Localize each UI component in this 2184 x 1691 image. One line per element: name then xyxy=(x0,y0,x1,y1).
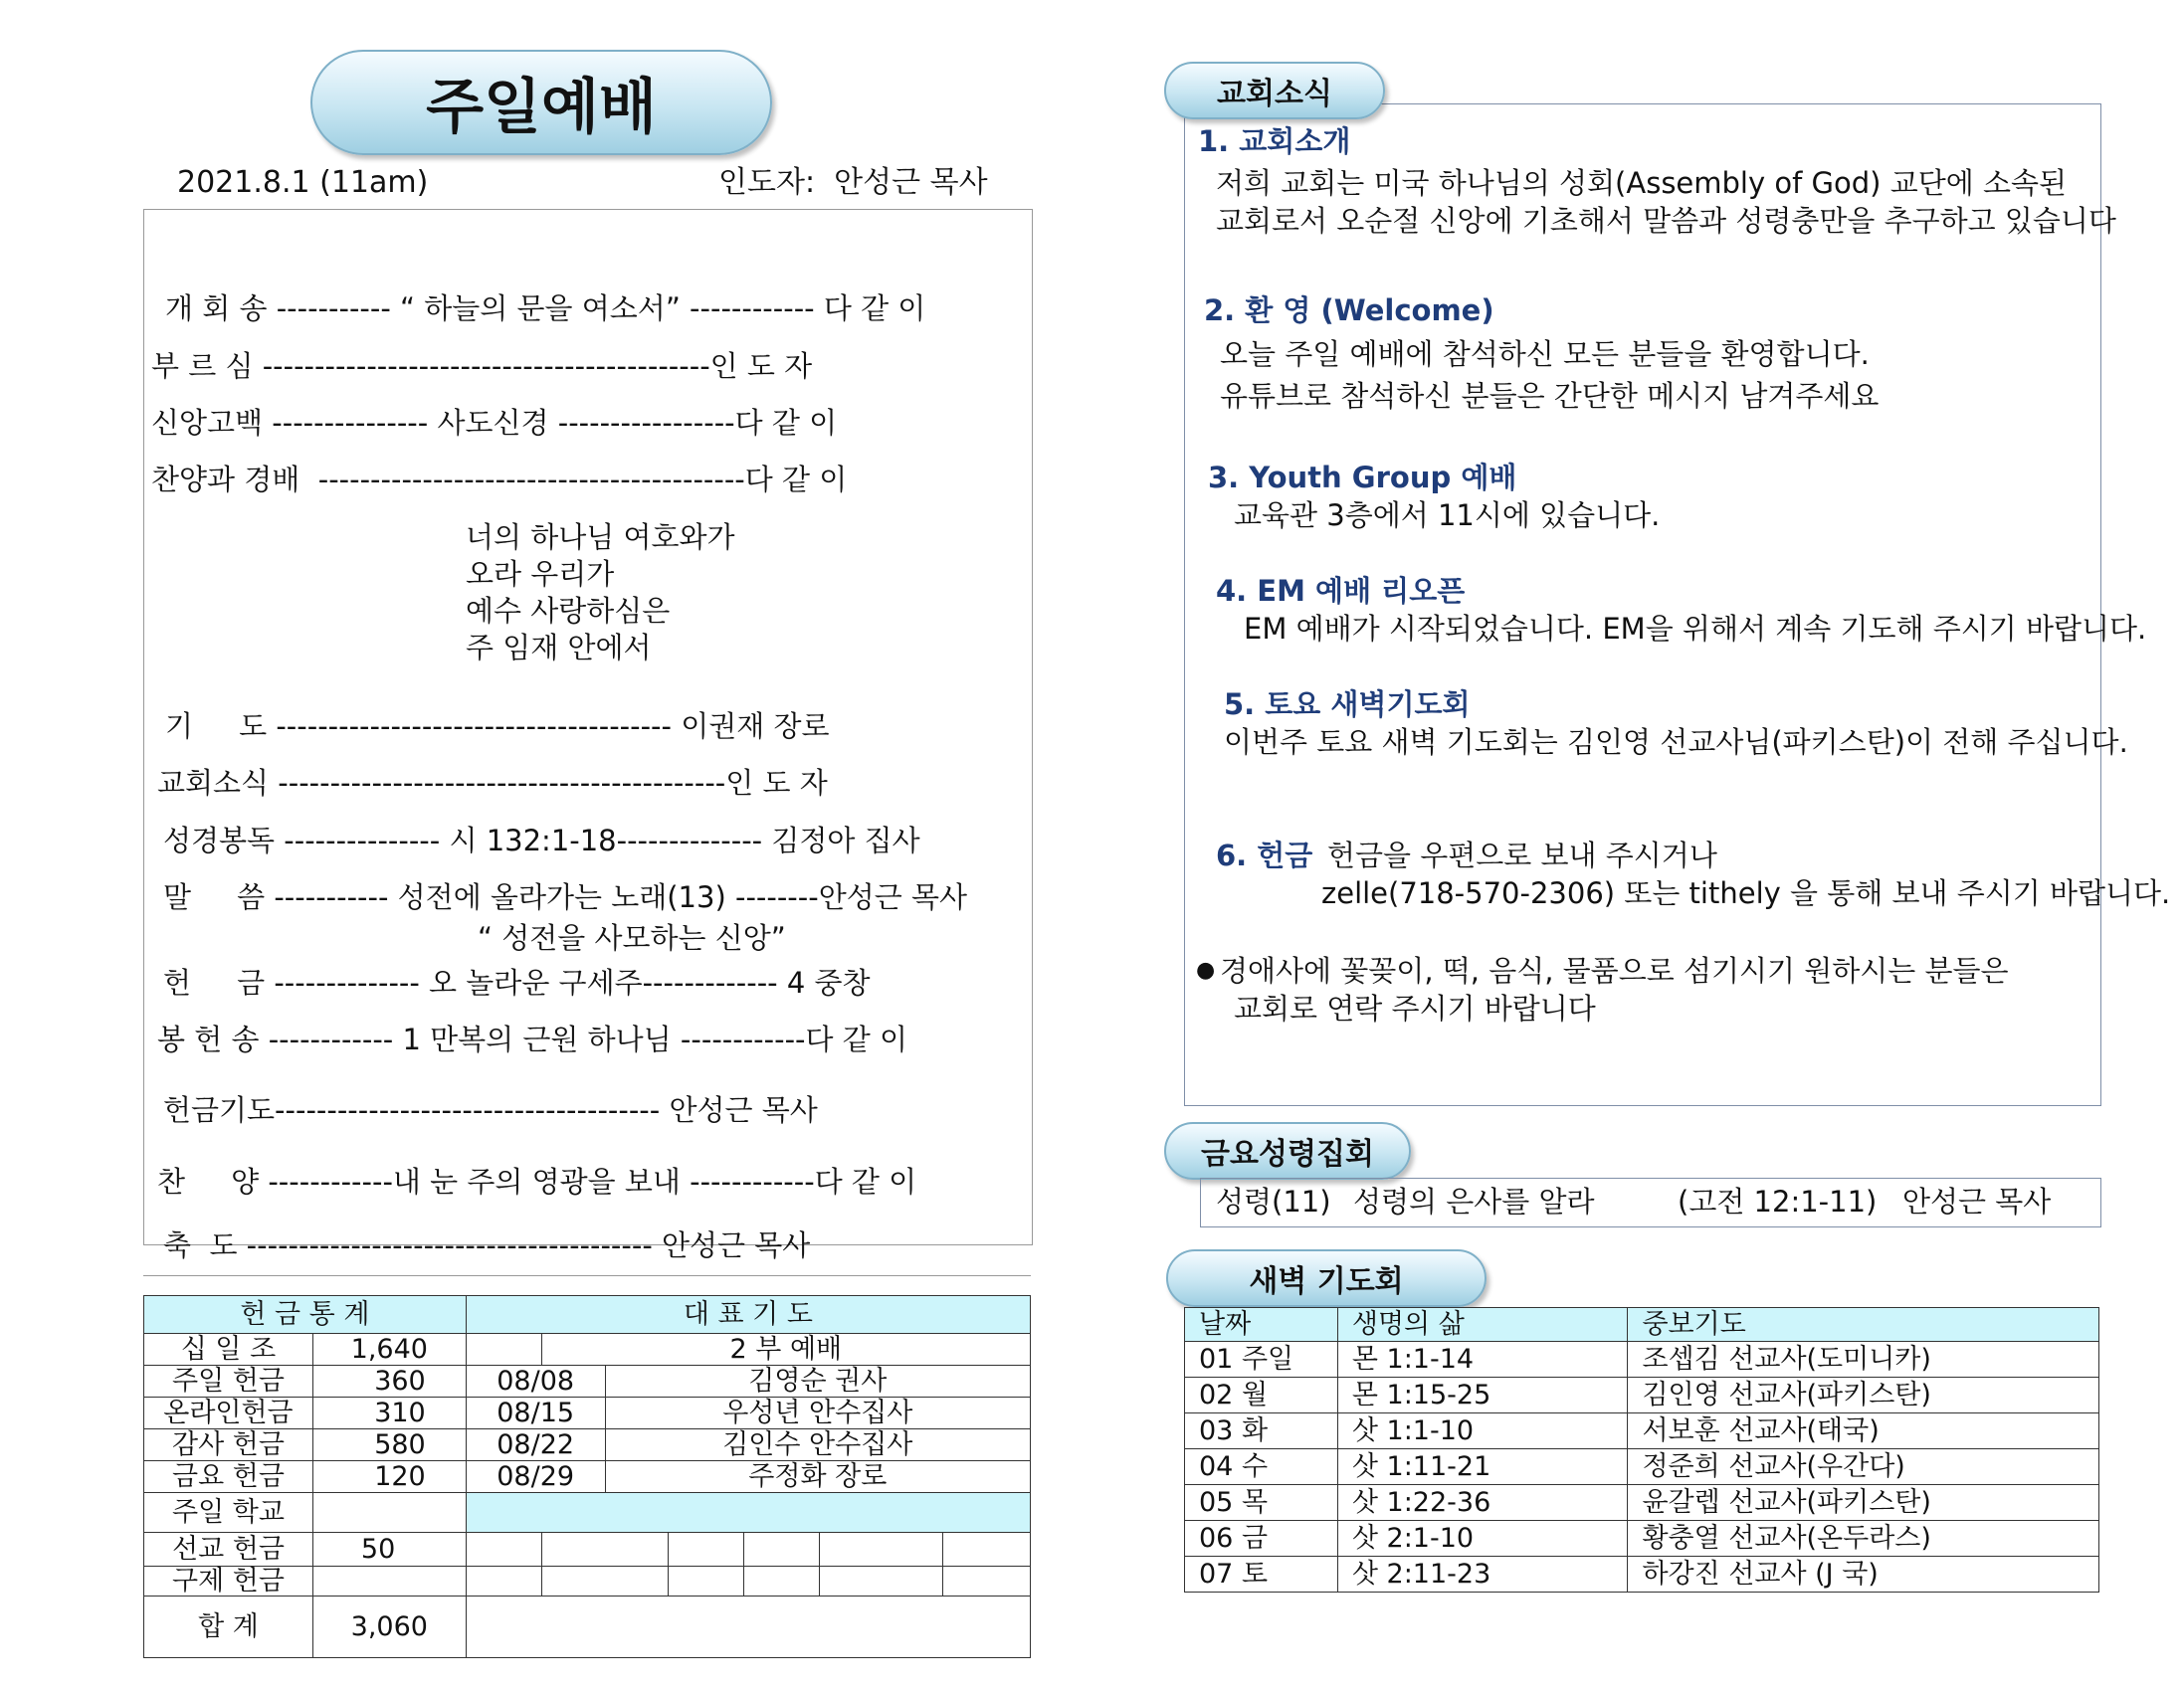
news-item-title: 3. Youth Group 예배 xyxy=(1208,461,1517,494)
order-line: 성경봉독 --------------- 시 132:1-18-------------- 김정아 집사 xyxy=(163,824,920,857)
order-line: 찬양과 경배 -----------------------------------------다 같 이 xyxy=(151,463,848,496)
dawn-col-date: 날짜 xyxy=(1185,1308,1338,1342)
order-line: 신앙고백 --------------- 사도신경 -----------------다 같 이 xyxy=(151,406,838,440)
offering-label: 구제 헌금 xyxy=(144,1567,313,1597)
news-item-text: 오늘 주일 예배에 참석하신 모든 분들을 환영합니다. xyxy=(1220,337,1870,371)
page-title: 주일예배 xyxy=(310,50,772,155)
sermon-title: “ 성전을 사모하는 신앙” xyxy=(478,921,786,955)
order-line: 찬 양 ------------내 눈 주의 영광을 보내 ------------다 같 이 xyxy=(157,1165,917,1199)
news-item-title: 2. 환 영 (Welcome) xyxy=(1204,293,1494,327)
dawn-missionary: 윤갈렙 선교사(파키스탄) xyxy=(1628,1485,2099,1521)
offering-label: 온라인헌금 xyxy=(144,1398,313,1429)
dawn-date: 02 월 xyxy=(1185,1378,1338,1413)
news-item-title: 1. 교회소개 xyxy=(1198,124,1351,158)
offering-value: 580 xyxy=(312,1429,466,1461)
order-line: 말 씀 ----------- 성전에 올라가는 노래(13) --------안성근 목사 xyxy=(163,880,967,914)
prayer-date: 08/08 xyxy=(466,1366,605,1398)
offering-value xyxy=(312,1493,466,1533)
news-item-text: EM 예배가 시작되었습니다. EM을 위해서 계속 기도해 주시기 바랍니다. xyxy=(1244,612,2147,646)
dawn-reading: 삿 1:22-36 xyxy=(1337,1485,1628,1521)
offering-value: 120 xyxy=(312,1461,466,1493)
dawn-col-reading: 생명의 삶 xyxy=(1337,1308,1628,1342)
service-leader: 인도자: 안성근 목사 xyxy=(718,165,988,200)
dawn-date: 05 목 xyxy=(1185,1485,1338,1521)
offering-label: 십 일 조 xyxy=(144,1334,313,1366)
order-line: 헌금기도------------------------------------- 안성근 목사 xyxy=(163,1093,818,1127)
news-item-text: 이번주 토요 새벽 기도회는 김인영 선교사님(파키스탄)이 전해 주십니다. xyxy=(1224,725,2128,759)
offering-value: 1,640 xyxy=(312,1334,466,1366)
dawn-reading: 몬 1:1-14 xyxy=(1337,1342,1628,1378)
prayer-name: 김인수 안수집사 xyxy=(605,1429,1030,1461)
order-line: 축 도 --------------------------------------- 안성근 목사 xyxy=(163,1228,811,1262)
order-line: 헌 금 -------------- 오 놀라운 구세주------------- 4 중창 xyxy=(163,966,871,1000)
order-line: 개 회 송 ----------- “ 하늘의 문을 여소서” ------------ 다 같 이 xyxy=(165,291,926,325)
friday-passage: (고전 12:1-11) xyxy=(1678,1185,1878,1219)
news-item-text: 헌금을 우편으로 보내 주시거나 xyxy=(1327,839,1717,872)
dawn-reading: 삿 1:1-10 xyxy=(1337,1413,1628,1449)
news-item-text: 유튜브로 참석하신 분들은 간단한 메시지 남겨주세요 xyxy=(1220,379,1880,413)
news-item-title: 4. EM 예배 리오픈 xyxy=(1216,574,1466,608)
news-item-text: 교회로서 오순절 신앙에 기초해서 말씀과 성령충만을 추구하고 있습니다 xyxy=(1216,204,2116,238)
dawn-missionary: 김인영 선교사(파키스탄) xyxy=(1628,1378,2099,1413)
friday-speaker: 안성근 목사 xyxy=(1902,1185,2052,1219)
service-date: 2021.8.1 (11am) xyxy=(177,165,429,200)
friday-series: 성령(11) xyxy=(1216,1185,1331,1219)
news-item-text: 교육관 3층에서 11시에 있습니다. xyxy=(1234,498,1661,532)
prayer-date: 08/22 xyxy=(466,1429,605,1461)
offering-label: 주일 학교 xyxy=(144,1493,313,1533)
dawn-missionary: 황충열 선교사(온두라스) xyxy=(1628,1521,2099,1557)
prayer-header: 대 표 기 도 xyxy=(466,1296,1030,1334)
prayer-name: 주정화 장로 xyxy=(605,1461,1030,1493)
news-bullet-text: 교회로 연락 주시기 바랍니다 xyxy=(1234,992,1596,1026)
news-item-title: 5. 토요 새벽기도회 xyxy=(1224,687,1471,721)
offering-stats-header: 헌 금 통 계 xyxy=(144,1296,467,1334)
dawn-reading: 삿 2:11-23 xyxy=(1337,1557,1628,1593)
dawn-missionary: 하강진 선교사 (J 국) xyxy=(1628,1557,2099,1593)
bullet-icon: ● xyxy=(1196,958,1216,983)
friday-header: 금요성령집회 xyxy=(1164,1122,1411,1180)
praise-song: 오라 우리가 xyxy=(466,557,615,591)
offering-label: 감사 헌금 xyxy=(144,1429,313,1461)
praise-song: 예수 사랑하심은 xyxy=(466,594,671,628)
divider xyxy=(143,1275,1031,1276)
offering-total-label: 합 계 xyxy=(144,1597,313,1658)
dawn-missionary: 조셉김 선교사(도미니카) xyxy=(1628,1342,2099,1378)
news-bullet-text: 경애사에 꽃꽂이, 떡, 음식, 물품으로 섬기시기 원하시는 분들은 xyxy=(1220,954,2009,988)
dawn-missionary: 정준희 선교사(우간다) xyxy=(1628,1449,2099,1485)
prayer-date: 08/15 xyxy=(466,1398,605,1429)
dawn-date: 07 토 xyxy=(1185,1557,1338,1593)
prayer-name: 우성년 안수집사 xyxy=(605,1398,1030,1429)
prayer-date: 08/29 xyxy=(466,1461,605,1493)
dawn-missionary: 서보훈 선교사(태국) xyxy=(1628,1413,2099,1449)
offering-total-value: 3,060 xyxy=(312,1597,466,1658)
order-line: 기 도 -------------------------------------- 이권재 장로 xyxy=(165,709,830,743)
news-item-text: 저희 교회는 미국 하나님의 성회(Assembly of God) 교단에 소속된 xyxy=(1216,166,2067,200)
dawn-header: 새벽 기도회 xyxy=(1166,1249,1487,1307)
friday-topic: 성령의 은사를 알라 xyxy=(1353,1185,1595,1219)
offering-value: 50 xyxy=(312,1533,466,1567)
dawn-col-prayer: 중보기도 xyxy=(1628,1308,2099,1342)
praise-song: 주 임재 안에서 xyxy=(466,631,652,664)
dawn-date: 04 수 xyxy=(1185,1449,1338,1485)
offering-value: 360 xyxy=(312,1366,466,1398)
dawn-reading: 삿 1:11-21 xyxy=(1337,1449,1628,1485)
news-header: 교회소식 xyxy=(1164,62,1385,119)
offering-label: 선교 헌금 xyxy=(144,1533,313,1567)
news-item-text: zelle(718-570-2306) 또는 tithely 을 통해 보내 주시기 바랍니다. xyxy=(1321,876,2171,910)
dawn-reading: 삿 2:1-10 xyxy=(1337,1521,1628,1557)
offering-label: 금요 헌금 xyxy=(144,1461,313,1493)
order-line: 교회소식 -------------------------------------------인 도 자 xyxy=(157,766,828,800)
news-item-title: 6. 헌금 xyxy=(1216,839,1313,872)
offering-value xyxy=(312,1567,466,1597)
prayer-name: 김영순 권사 xyxy=(605,1366,1030,1398)
offering-value: 310 xyxy=(312,1398,466,1429)
order-line: 부 르 심 -------------------------------------------인 도 자 xyxy=(151,349,813,383)
offering-label: 주일 헌금 xyxy=(144,1366,313,1398)
order-line: 봉 헌 송 ------------ 1 만복의 근원 하나님 ------------다 같 이 xyxy=(157,1023,907,1056)
dawn-date: 06 금 xyxy=(1185,1521,1338,1557)
dawn-table xyxy=(1184,1307,2099,1593)
dawn-reading: 몬 1:15-25 xyxy=(1337,1378,1628,1413)
prayer-service: 2 부 예배 xyxy=(541,1334,1030,1366)
praise-song: 너의 하나님 여호와가 xyxy=(466,520,735,554)
dawn-date: 01 주일 xyxy=(1185,1342,1338,1378)
dawn-date: 03 화 xyxy=(1185,1413,1338,1449)
offering-prayer-table xyxy=(143,1295,1031,1658)
